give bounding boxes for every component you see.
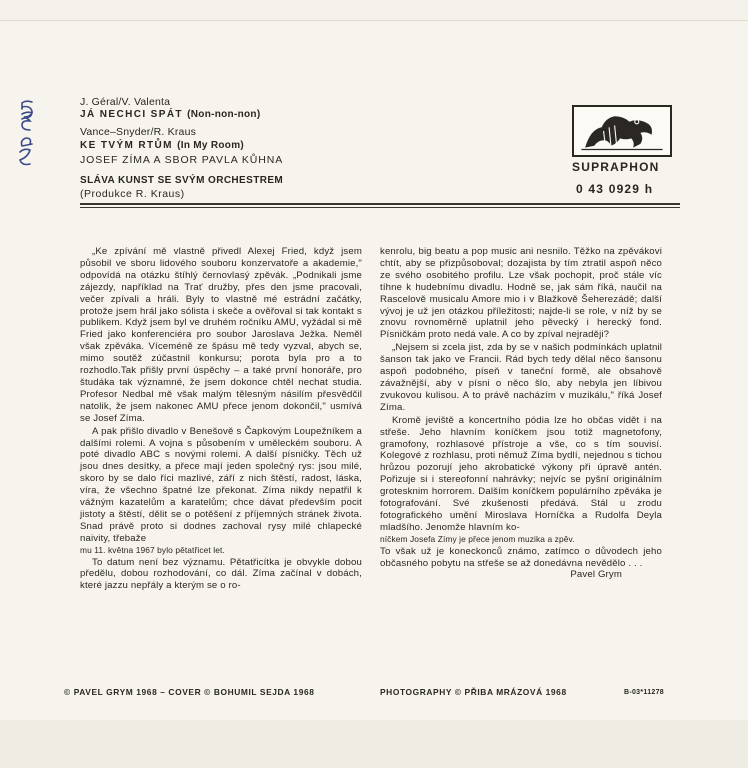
track-title-1: JÁ NECHCI SPÁT (Non-non-non)	[80, 109, 261, 120]
supraphon-logo-icon	[572, 105, 672, 157]
article-left-column	[80, 246, 362, 592]
performer: JOSEF ZÍMA A SBOR PAVLA KŮHNA	[80, 154, 284, 166]
paragraph: kenrolu, big beatu a pop music ani nesnilo. Těžko na zpěvákovi chtít, aby se přizpůsoboval; dozajista by tím ztratil aspoň něco ze svého osobitého profilu. Lze však pochopit, proč stále víc tíhne k hudebnímu divadlu. Hodně se, jak sám říká, naučil na Rascelově musicalu Amore mio i v Blažkově Šeherezádě; další vývoj je už jen otázkou příležitosti; najde-li se role, v níž by se znovu rovnoměrně uplatnil jeho pěvecký i herecký fond. Písničkám proto nedá vale. A co by zpíval nejraději?	[380, 246, 662, 341]
print-code: B-03*11278	[624, 689, 664, 696]
brand-name: SUPRAPHON	[572, 160, 660, 174]
paragraph: „Nejsem si zcela jist, zda by se v našich podmínkách uplatnil šanson tak jako ve Francii. Rád bych tedy dělal něco šansonu aspoň podobného, píseň v taneční formě, ale obsahově závažnější, aby v písni o něco šlo, aby nebyla jen líbivou zvukovou kulisou. A to právě nacházím v muzikálu," říká Josef Zíma.	[380, 342, 662, 413]
sleeve-top-edge	[0, 0, 748, 20]
credit-authors-1: J. Géral/V. Valenta	[80, 96, 171, 108]
paragraph: Kromě jeviště a koncertního pódia lze ho občas vidět i na střeše. Jeho hlavním koníčkem jsou totiž magnetofony, gramofony, rozhlasové přístroje a vše, co s tím souvisí. Kolegové z rozhlasu, proti němuž Zíma bydlí, nejednou s tichou hrůzou pozorují jeho akrobatické výkony při úpravě antén. Pořizuje si i stereofonní nahrávky; nejvíc se pyšní originálním grotesknim horrorem. Dalším koníčkem populárního zpěváka je fotografování. Své zkušenosti předává. Stál u zrodu fotografického umění Miroslava Horníčka a Rudolfa Deyla mladšího. Jenomže hlavním ko-	[380, 414, 662, 533]
header-divider-thin	[80, 207, 680, 208]
author-signature: Pavel Grym	[570, 569, 622, 581]
paragraph-fragment: níčkem Josefa Zímy je přece jenom muzika a zpěv.	[380, 533, 575, 544]
article-right-column	[380, 246, 662, 581]
handwritten-note	[8, 90, 48, 170]
credit-authors-2: Vance–Snyder/R. Kraus	[80, 126, 197, 138]
paragraph-fragment: mu 11. května 1967 bylo pětatřicet let.	[80, 544, 225, 555]
catalog-number: 0 43 0929 h	[576, 182, 654, 196]
track-title-2: KE TVÝM RTŮM (In My Room)	[80, 140, 245, 151]
paragraph: A pak přišlo divadlo v Benešově s Čapkovým Loupežníkem a dalšími rolemi. A vojna s působením v uměleckém souboru. A poté divadlo ABC s novými rolemi. A další písničky. Těch už jsou dnes desítky, a přece mají jeden společný rys: jsou milé, skoro by se dalo říci mazlivé, září z nich štěstí, radost, láska, víra, že všechno špatné lze překonat. Zíma nikdy nepatřil k vážným kazatelům a karatelům; chce dávat především pocit jistoty a štěstí, dělit se o potěšení z příjemných stránek života. Snad právě proto si dodnes zachoval rysy milé chlapecké naivity, třebaže	[80, 425, 362, 544]
copyright-left: © PAVEL GRYM 1968 – COVER © BOHUMIL SEJDA 1968	[64, 687, 315, 697]
producer: (Produkce R. Kraus)	[80, 188, 185, 200]
orchestra: SLÁVA KUNST SE SVÝM ORCHESTREM	[80, 175, 284, 186]
sleeve-bottom-edge	[0, 720, 748, 768]
paragraph: To datum není bez významu. Pětatřicítka je obvykle dobou předělu, dobou rozhodování, co dál. Zíma začínal v dobách, které jazzu nepřály a kterým se o ro-	[80, 556, 362, 592]
paragraph: To však už je koneckonců známo, zatímco o důvodech jeho občasného pobytu na střeše se až donedávna nevědělo . . .	[380, 545, 662, 569]
copyright-right: PHOTOGRAPHY © PŘIBA MRÁZOVÁ 1968	[380, 687, 567, 697]
paragraph: „Ke zpívání mě vlastně přivedl Alexej Fried, když jsem působil ve sboru lidového souboru konzervatoře a akademie," odpovídá na otázku štíhlý černovlasý zpěvák. „Podnikali jsme zájezdy, například na Trať družby, přes den jsme pracovali, večer zpívali a hráli. Byly to vlastně mé estrádní začátky, protože jsem hrál jako sólista i skeče a ověřoval si tak kontakt s publikem. Když jsem byl ve druhém ročníku AMU, vyžádal si mě Fried jako konferenciéra pro soubor Jaroslava Ježka. Neměl však zpěváka. Víceméně ze špásu mě tedy vyzval, abych se, mimo soutěž zúčastnil konkursu; porota byla pro a to rozhodlo.Tak přišly první úspěchy – a také první honoráře, pro študáka tak významné, že jsem dokonce chtěl nechat studia. Profesor Nedbal mě však malým tělesným násilím přesvědčil natolik, že jsem nakonec AMU přece jenom dokončil," usmívá se Josef Zíma.	[80, 246, 362, 424]
header-divider	[80, 203, 680, 205]
